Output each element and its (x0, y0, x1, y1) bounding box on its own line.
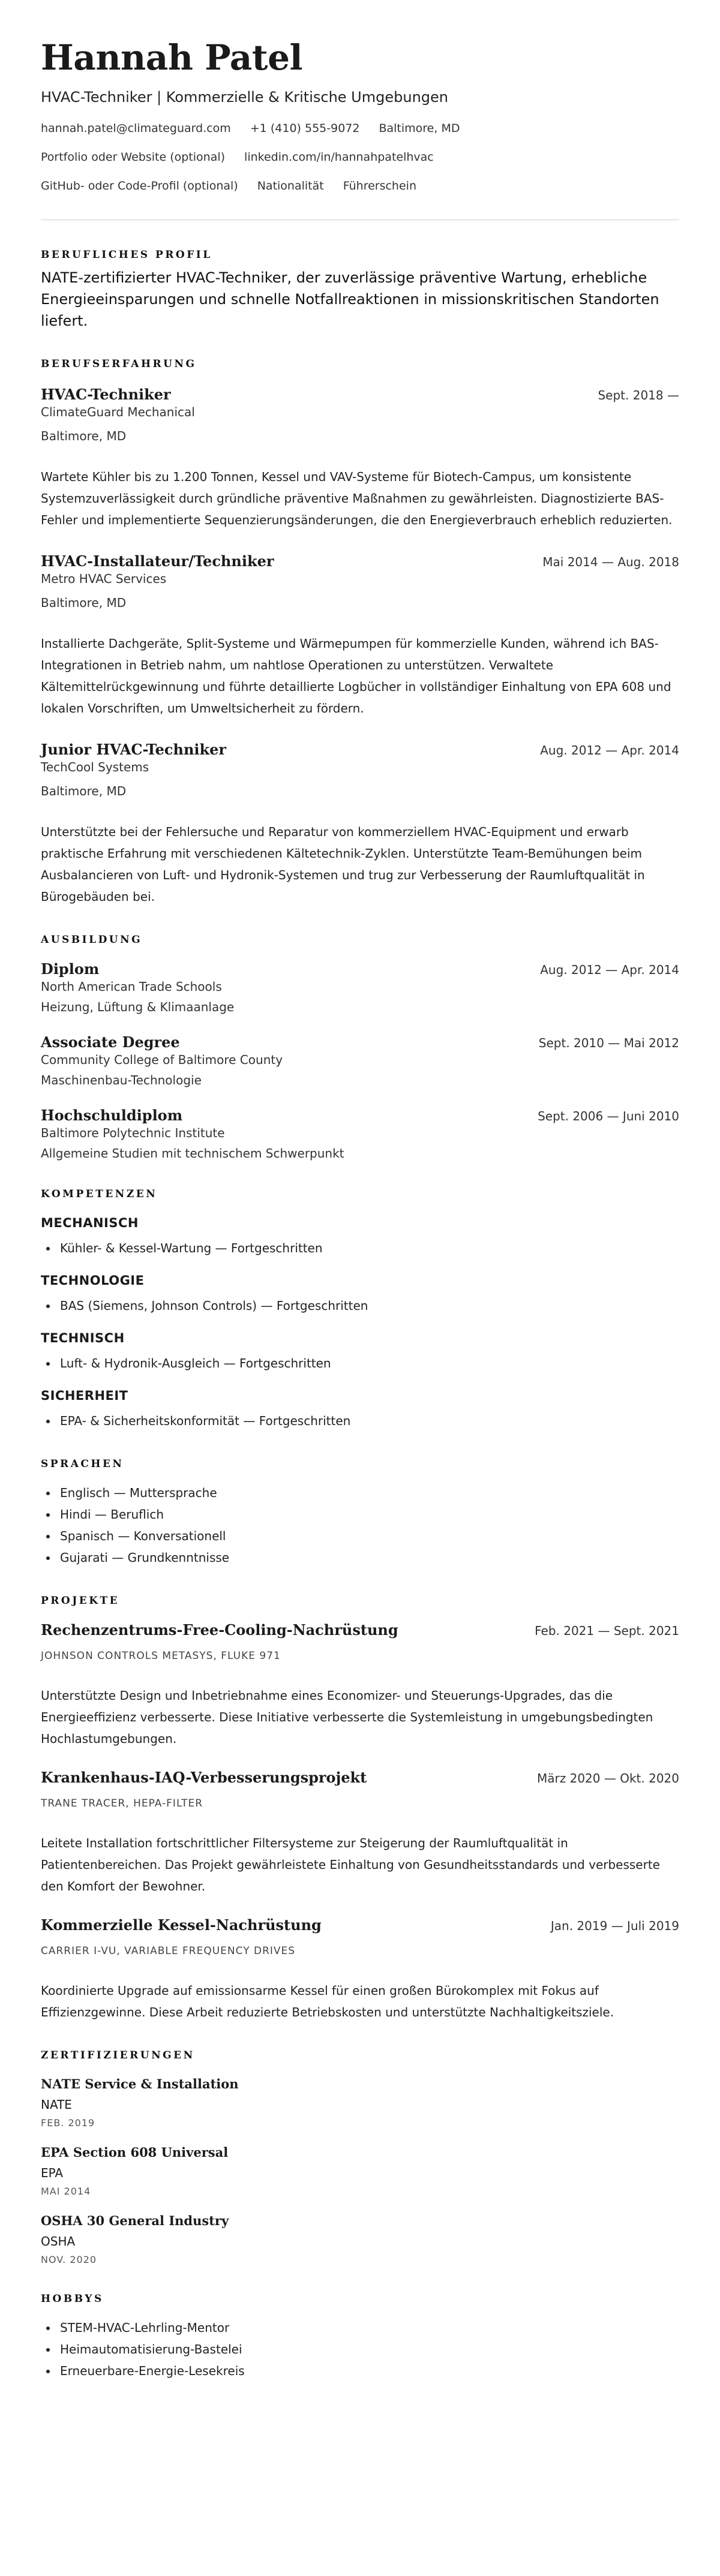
job-location: Baltimore, MD (41, 596, 127, 610)
project-dates: Jan. 2019 — Juli 2019 (550, 1919, 679, 1933)
education-entry (41, 960, 679, 1015)
education-dates: Sept. 2010 — Mai 2012 (538, 1036, 679, 1050)
experience-entry (41, 552, 679, 719)
linkedin-link[interactable]: linkedin.com/in/hannahpatelhvac (244, 151, 434, 164)
project-name: Kommerzielle Kessel-Nachrüstung (41, 1916, 322, 1934)
certification-name: OSHA 30 General Industry (41, 2213, 229, 2228)
field-of-study: Heizung, Lüftung & Klimaanlage (41, 1000, 235, 1014)
headline: HVAC-Techniker | Kommerzielle & Kritische Umgebungen (41, 89, 448, 106)
language-item: • Hindi — Beruflich (58, 1504, 679, 1525)
candidate-name: Hannah Patel (41, 37, 303, 78)
job-dates: Mai 2014 — Aug. 2018 (542, 555, 679, 569)
section-title: BERUFLICHES PROFIL (41, 249, 212, 261)
job-title: HVAC-Installateur/Techniker (41, 552, 274, 570)
project-description: Unterstützte Design und Inbetriebnahme eines Economizer- und Steuerungs-Upgrades, das die Energieeffizienz verbesserte. Diese Initiative verbesserte die Systemleistung in umgebungsbedingten Hochlastumgebungen. (41, 1688, 653, 1746)
contact-row-primary (41, 120, 679, 137)
projects-section (41, 1594, 679, 2023)
section-title: KOMPETENZEN (41, 1188, 158, 1200)
job-description: Installierte Dachgeräte, Split-Systeme und Wärmepumpen für kommerzielle Kunden, während ich BAS-Integrationen in Betrieb nahm, um nahtlose Operationen zu unterstützen. Verwaltete Kältemittelrückgewinnung und führte detaillierte Logbücher in vollständiger Einhaltung von EPA 608 und lokalen Vorschriften, um Umweltsicherheit zu fördern. (41, 636, 671, 716)
skill-item: • BAS (Siemens, Johnson Controls) — Fortgeschritten (58, 1295, 679, 1316)
field-of-study: Maschinenbau-Technologie (41, 1073, 202, 1087)
certification-date: MAI 2014 (41, 2186, 91, 2197)
project-dates: März 2020 — Okt. 2020 (537, 1771, 679, 1786)
drivers-license: Führerschein (343, 179, 416, 193)
nationality: Nationalität (257, 179, 324, 193)
degree: Associate Degree (41, 1033, 180, 1051)
certification-entry (41, 2213, 679, 2267)
skill-item: • Kühler- & Kessel-Wartung — Fortgeschritten (58, 1237, 679, 1259)
job-description: Unterstützte bei der Fehlersuche und Reparatur von kommerziellem HVAC-Equipment und erwarb praktische Erfahrung mit verschiedenen Kältetechnik-Zyklen. Unterstützte Team-Bemühungen beim Ausbalancieren von Luft- und Hydronik-Systemen und trug zur Verbesserung der Raumluftqualität in Bürogebäuden bei. (41, 825, 645, 904)
section-title: HOBBYS (41, 2293, 104, 2305)
certification-entry (41, 2144, 679, 2198)
project-entry (41, 1916, 679, 2023)
language-item: • Gujarati — Grundkenntnisse (58, 1547, 679, 1568)
portfolio-link[interactable]: Portfolio oder Website (optional) (41, 151, 226, 164)
job-description: Wartete Kühler bis zu 1.200 Tonnen, Kessel und VAV-Systeme für Biotech-Campus, um konsistente Systemzuverlässigkeit durch gründliche präventive Maßnahmen zu gewährleisten. Diagnostizierte BAS-Fehler und implementierte Sequenzierungsänderungen, die den Energieverbrauch erheblich reduzierten. (41, 470, 673, 527)
certification-issuer: OSHA (41, 2234, 76, 2249)
project-description: Leitete Installation fortschrittlicher Filtersysteme zur Steigerung der Raumluftqualität in Patientenbereichen. Das Projekt gewährleistete Einhaltung von Gesundheitsstandards und verbesserte den Komfort der Bewohner. (41, 1836, 660, 1893)
project-entry (41, 1769, 679, 1897)
job-dates: Sept. 2018 — (598, 388, 679, 402)
school: North American Trade Schools (41, 979, 222, 994)
contact-row-extra (41, 178, 679, 194)
education-entry (41, 1033, 679, 1089)
certification-name: NATE Service & Installation (41, 2076, 239, 2091)
school: Community College of Baltimore County (41, 1053, 283, 1067)
skill-category: MECHANISCH (41, 1216, 139, 1230)
education-section (41, 933, 679, 1162)
skill-item: • Luft- & Hydronik-Ausgleich — Fortgeschritten (58, 1352, 679, 1374)
school: Baltimore Polytechnic Institute (41, 1126, 225, 1140)
job-title: Junior HVAC-Techniker (41, 741, 227, 758)
skills-section (41, 1187, 679, 1432)
certification-date: FEB. 2019 (41, 2117, 95, 2129)
job-title: HVAC-Techniker (41, 386, 171, 403)
project-dates: Feb. 2021 — Sept. 2021 (535, 1624, 679, 1638)
certifications-section (41, 2048, 679, 2267)
certification-date: NOV. 2020 (41, 2254, 97, 2265)
education-entry (41, 1107, 679, 1162)
certification-issuer: EPA (41, 2166, 64, 2180)
company: Metro HVAC Services (41, 572, 167, 586)
section-title: PROJEKTE (41, 1595, 120, 1607)
skill-category: TECHNOLOGIE (41, 1273, 145, 1288)
contact-row-links (41, 149, 679, 166)
phone-link[interactable]: +1 (410) 555-9072 (250, 122, 360, 135)
job-location: Baltimore, MD (41, 429, 127, 443)
project-technologies: JOHNSON CONTROLS METASYS, FLUKE 971 (41, 1650, 281, 1662)
experience-section (41, 357, 679, 907)
degree: Hochschuldiplom (41, 1107, 183, 1124)
language-item: • Englisch — Muttersprache (58, 1482, 679, 1504)
hobby-item: • STEM-HVAC-Lehrling-Mentor (58, 2317, 679, 2338)
job-dates: Aug. 2012 — Apr. 2014 (540, 743, 679, 758)
location: Baltimore, MD (379, 122, 460, 135)
languages-section (41, 1457, 679, 1568)
job-location: Baltimore, MD (41, 784, 127, 798)
skill-category: SICHERHEIT (41, 1388, 128, 1403)
education-dates: Sept. 2006 — Juni 2010 (538, 1109, 679, 1123)
skill-group (41, 1272, 679, 1316)
skill-group (41, 1215, 679, 1259)
hobby-item: • Heimautomatisierung-Bastelei (58, 2338, 679, 2360)
section-title: BERUFSERFAHRUNG (41, 358, 197, 370)
section-title: ZERTIFIZIERUNGEN (41, 2049, 195, 2061)
section-title: AUSBILDUNG (41, 934, 143, 946)
company: ClimateGuard Mechanical (41, 405, 195, 419)
education-dates: Aug. 2012 — Apr. 2014 (540, 963, 679, 977)
certification-name: EPA Section 608 Universal (41, 2145, 229, 2160)
section-title: SPRACHEN (41, 1458, 124, 1470)
project-name: Rechenzentrums-Free-Cooling-Nachrüstung (41, 1621, 398, 1639)
hobbies-section (41, 2292, 679, 2382)
field-of-study: Allgemeine Studien mit technischem Schwerpunkt (41, 1146, 344, 1161)
skill-category: TECHNISCH (41, 1331, 125, 1345)
email-link[interactable]: hannah.patel@climateguard.com (41, 122, 231, 135)
project-technologies: CARRIER I-VU, VARIABLE FREQUENCY DRIVES (41, 1945, 296, 1957)
certification-entry (41, 2076, 679, 2130)
skill-group (41, 1387, 679, 1432)
profile-section (41, 248, 679, 332)
project-name: Krankenhaus-IAQ-Verbesserungsprojekt (41, 1769, 367, 1786)
experience-entry (41, 741, 679, 907)
skill-group (41, 1330, 679, 1374)
project-entry (41, 1621, 679, 1750)
skill-item: • EPA- & Sicherheitskonformität — Fortgeschritten (58, 1410, 679, 1432)
experience-entry (41, 386, 679, 531)
company: TechCool Systems (41, 760, 149, 774)
certification-issuer: NATE (41, 2097, 72, 2112)
degree: Diplom (41, 960, 100, 978)
project-technologies: TRANE TRACER, HEPA-FILTER (41, 1798, 203, 1809)
language-item: • Spanisch — Konversationell (58, 1525, 679, 1547)
github-link[interactable]: GitHub- oder Code-Profil (optional) (41, 179, 238, 193)
hobby-item: • Erneuerbare-Energie-Lesekreis (58, 2360, 679, 2382)
project-description: Koordinierte Upgrade auf emissionsarme Kessel für einen großen Bürokomplex mit Fokus auf Effizienzgewinne. Diese Arbeit reduzierte Betriebskosten und unterstützte Nachhaltigkeitsziele. (41, 1983, 614, 2019)
profile-summary: NATE-zertifizierter HVAC-Techniker, der zuverlässige präventive Wartung, erhebliche Energieeinsparungen und schnelle Notfallreaktionen in missionskritischen Standorten liefert. (41, 269, 659, 329)
